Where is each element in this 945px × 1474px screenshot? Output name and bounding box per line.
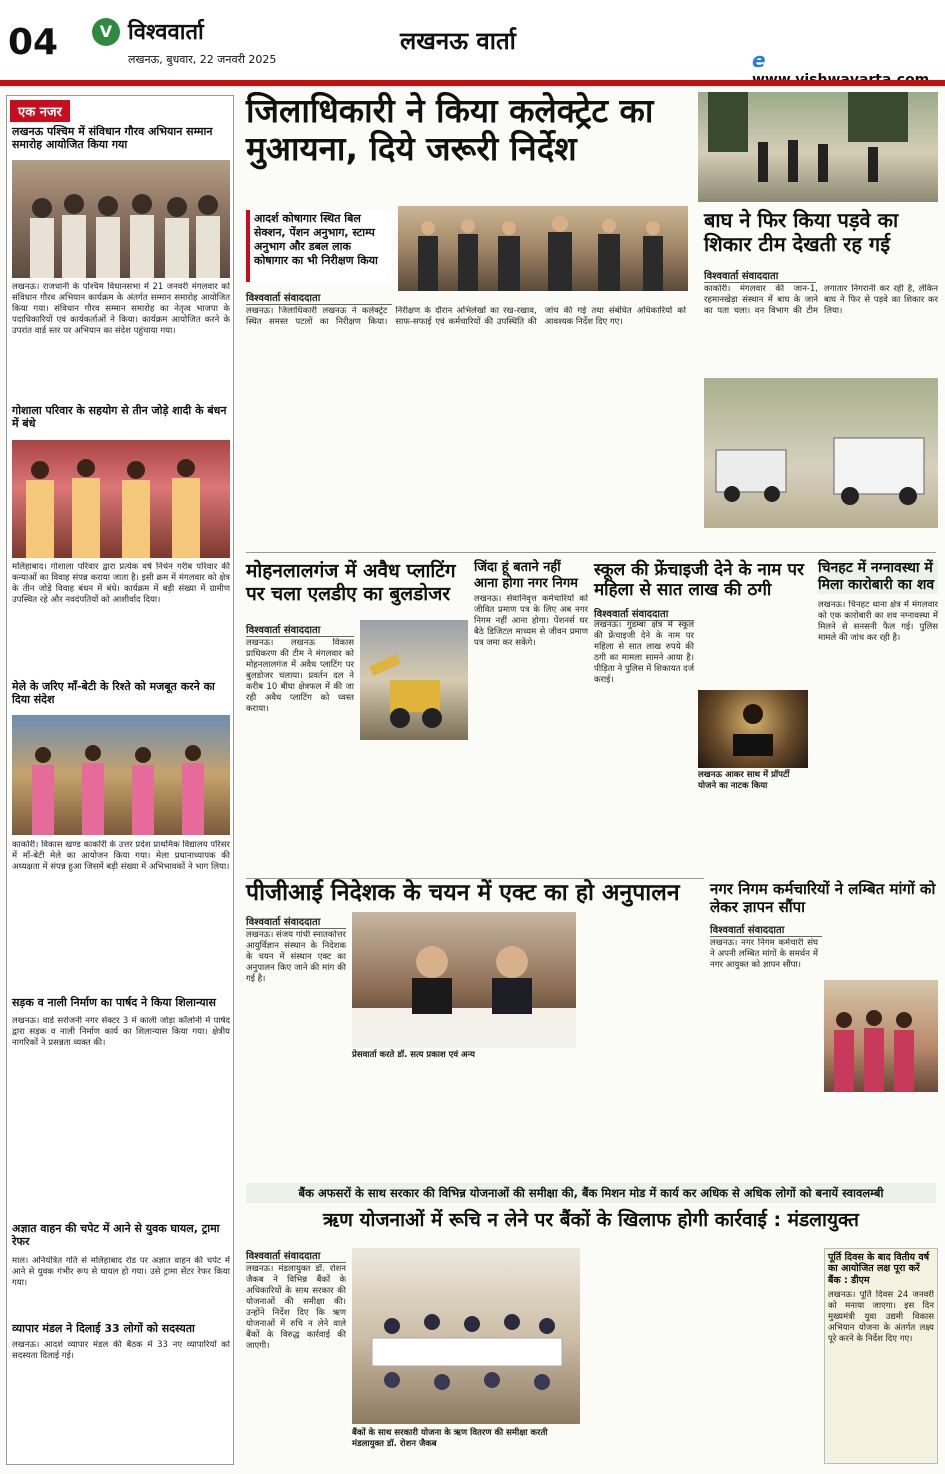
pgi-text: लखनऊ। संजय गांधी स्नातकोत्तर आयुर्विज्ञान संस्थान के निदेशक के चयन में संस्थान एक्ट का अनुपालन किए जाने की मांग की गई है।: [246, 930, 346, 984]
tiger-text: काकोरी। मंगलवार की जान-1, रहमानखेड़ा संस्थान में बाघ के जाने का पता चला। वन विभाग की टीम लगातार निगरानी कर रही है, लेकिन बाघ ने फिर से पड़वे का शिकार कर लिया।: [704, 284, 938, 316]
nagar-nigam-bureau: विश्ववार्ता संवाददाता: [710, 922, 822, 937]
sidebar-item1-title: लखनऊ पश्चिम में संविधान गौरव अभियान सम्मान समारोह आयोजित किया गया: [12, 125, 213, 152]
sidebar-item5-text: माल। अनियंत्रित गति से मलिहाबाद रोड पर अज्ञात वाहन की चपेट में आने से युवक गंभीर रूप से घायल हो गया। उसे ट्रामा सेंटर रेफर किया गया।: [12, 1256, 230, 1288]
fair-photo-icon: [12, 715, 230, 835]
person-laptop-icon: [698, 690, 808, 768]
lead-bureau: विश्ववार्ता संवाददाता: [246, 290, 392, 305]
body-found-text: लखनऊ। चिनहट थाना क्षेत्र में मंगलवार को एक कारोबारी का शव नग्नावस्था में मिलने से सनसनी फैल गई। पुलिस मामले की जांच कर रही है।: [818, 600, 938, 643]
bulldozer-text-col2: [360, 746, 468, 860]
tiger-headline: बाघ ने फिर किया पड़वे का शिकार टीम देखती रह गई: [704, 208, 899, 256]
nagar-nigam-headline: नगर निगम कर्मचारियों ने लम्बित मांगों को लेकर ज्ञापन सौंपा: [710, 880, 936, 916]
group-photo-icon: [12, 160, 230, 278]
section-title: लखनऊ वार्ता: [400, 27, 516, 55]
franchise-photo: [698, 690, 808, 768]
sidebar-item4-text: लखनऊ। वार्ड सरोजनी नगर सेक्टर 3 में काली जोड़ा कॉलोनी में पार्षद द्वारा सड़क व नाली निर्माण कार्य का शिलान्यास किया गया। क्षेत्रीय नागरिकों ने प्रसन्नता व्यक्त की।: [12, 1016, 230, 1048]
memorandum-photo-icon: [824, 980, 938, 1092]
bank-photo: [352, 1248, 580, 1424]
sidebar-item3-text: काकोरी। विकास खण्ड काकोरी के उत्तर प्रदेश प्राथमिक विद्यालय परिसर में माँ-बेटी मेले का आयोजन किया गया। मेला प्रधानाध्यापक की अध्यक्षता में संपन्न हुआ जिसमें बड़ी संख्या में अभिभावकों ने भाग लिया।: [12, 840, 230, 872]
franchise-headline: स्कूल की फ्रेंचाइजी देने के नाम पर महिला से सात लाख की ठगी: [594, 560, 804, 601]
brand-name: विश्ववार्ता: [128, 20, 204, 45]
sidebar-label: एक नजर: [10, 100, 70, 122]
lead-headline: जिलाधिकारी ने किया कलेक्ट्रेट का मुआयना, दिये जरूरी निर्देश: [246, 91, 654, 168]
bulldozer-text: लखनऊ। लखनऊ विकास प्राधिकरण की टीम ने मंगलवार को मोहनलालगंज में अवैध प्लाटिंग पर बुलडोजर चलाया। प्रवर्तन दल ने करीब 10 बीघा क्षेत्रफल में की जा रही अवैध प्लाटिंग को ध्वस्त कराया।: [246, 638, 354, 714]
vehicles-photo-icon: [704, 378, 938, 528]
pgi-headline: पीजीआई निदेशक के चयन में एक्ट का हो अनुपालन: [246, 880, 680, 906]
browser-icon: e: [752, 48, 766, 72]
meeting-photo-icon: [352, 1248, 580, 1424]
bank-bureau: विश्ववार्ता संवाददाता: [246, 1248, 346, 1263]
sidebar-item2-photo: [12, 440, 230, 558]
officials-photo-icon: [398, 206, 688, 291]
body-found-headline: चिनहट में नग्नावस्था में मिला कारोबारी का शव: [818, 560, 938, 594]
bank-side-title: पूर्ति दिवस के बाद वितीय वर्ष का आयोजित लक्ष पूरा करें बैंक : डीएम: [828, 1252, 930, 1286]
lead-text: लखनऊ। जिलाधिकारी लखनऊ ने कलेक्ट्रेट स्थित समस्त पटलों का निरीक्षण किया। निरीक्षण के दौरान अभिलेखों का रख-रखाव, साफ-सफाई एवं कर्मचारियों की उपस्थिति की जांच की गई तथा संबंधित अधिकारियों को आवश्यक निर्देश दिए गए।: [246, 306, 686, 327]
bank-photo-caption: बैंकों के साथ सरकारी योजना के ऋण वितरण की समीक्षा करती मंडलायुक्त डॉ. रोशन जैकब: [352, 1428, 548, 1449]
press-conference-icon: [352, 912, 576, 1048]
pension-text: लखनऊ। सेवानिवृत्त कर्मचारियों को जीवित प्रमाण पत्र के लिए अब नगर निगम नहीं आना होगा। पेंशनर्स घर बैठे डिजिटल माध्यम से जीवन प्रमाण पत्र जमा कर सकेंगे।: [474, 594, 588, 648]
franchise-text: लखनऊ। गुडम्बा क्षेत्र में स्कूल की फ्रेंचाइजी देने के नाम पर महिला से सात लाख रुपये की ठगी का मामला सामने आया है। पीड़िता ने पुलिस में शिकायत दर्ज कराई।: [594, 620, 694, 685]
bank-headline: ऋण योजनाओं में रूचि न लेने पर बैंकों के खिलाफ होगी कार्रवाई : मंडलायुक्त: [322, 1209, 860, 1231]
bank-strip: बैंक अफसरों के साथ सरकार की विभिन्न योजनाओं की समीक्षा की, बैंक मिशन मोड में कार्य कर अधिक से अधिक लोगों को बनायें स्वावलम्बी: [246, 1183, 936, 1203]
sidebar-item1-photo: [12, 160, 230, 278]
tiger-bureau: विश्ववार्ता संवाददाता: [704, 268, 816, 283]
bulldozer-icon: [360, 620, 468, 740]
franchise-bureau: विश्ववार्ता संवाददाता: [594, 606, 694, 621]
pension-headline: जिंदा हूं बताने नहीं आना होगा नगर निगम: [474, 560, 578, 591]
bulldozer-bureau: विश्ववार्ता संवाददाता: [246, 622, 354, 637]
franchise-photo-caption: लखनऊ आकर साथ में प्रॉपर्टी योजने का नाटक किया: [698, 770, 790, 791]
pgi-photo: [352, 912, 576, 1048]
masthead: [0, 0, 945, 84]
divider: [246, 878, 704, 879]
pgi-photo-caption: प्रेसवार्ता करते डॉ. सत्य प्रकाश एवं अन्य: [352, 1050, 475, 1060]
masthead-rule: [0, 80, 945, 86]
page-number: 04: [8, 22, 59, 63]
sidebar-item4-title: सड़क व नाली निर्माण का पार्षद ने किया शिलान्यास: [12, 996, 216, 1009]
sidebar-item1-text: लखनऊ। राजधानी के पश्चिम विधानसभा में 21 जनवरी मंगलवार को संविधान गौरव अभियान कार्यक्रम के अंतर्गत सम्मान समारोह आयोजित किया गया। संविधान गौरव सम्मान समारोह का नेतृत्व भाजपा के पदाधिकारियों एवं कार्यकर्ताओं ने किया। कार्यक्रम आयोजित करने के उपरांत वार्ड स्तर पर अभियान का संदेश पहुंचाया गया।: [12, 282, 230, 336]
tiger-photo-bottom: [704, 378, 938, 528]
bulldozer-photo: [360, 620, 468, 740]
bank-text-col2: [588, 1248, 818, 1464]
sidebar-item6-title: व्यापार मंडल ने दिलाई 33 लोगों को सदस्यता: [12, 1322, 195, 1335]
tiger-photo-top: [698, 92, 938, 202]
sidebar-item2-title: गोशाला परिवार के सहयोग से तीन जोड़े शादी के बंधन में बंधे: [12, 404, 227, 431]
brand-logo-icon: V: [92, 18, 120, 46]
sidebar-item5-title: अज्ञात वाहन की चपेट में आने से युवक घायल, ट्रामा रेफर: [12, 1222, 220, 1249]
pgi-text-col2: [580, 914, 704, 1176]
bank-side-text: लखनऊ। पूर्ति दिवस 24 जनवरी को मनाया जाएगा। इस दिन मुख्यमंत्री युवा उद्यमी विकास अभियान योजना के अंतर्गत लक्ष्य पूरे करने के निर्देश दिए गए।: [828, 1290, 934, 1344]
lead-highlight: आदर्श कोषागार स्थित बिल सेक्शन, पेंशन अनुभाग, स्टाम्प अनुभाग और डबल लाक कोषागार का भी निरीक्षण किया: [246, 210, 392, 282]
nagar-nigam-text: लखनऊ। नगर निगम कर्मचारी संघ ने अपनी लम्बित मांगों के समर्थन में नगर आयुक्त को ज्ञापन सौंपा।: [710, 938, 818, 970]
lead-photo: [398, 206, 688, 291]
bank-text: लखनऊ। मंडलायुक्त डॉ. रोशन जैकब ने विभिन्न बैंकों के अधिकारियों के साथ सरकार की योजनाओं की समीक्षा की। उन्होंने निर्देश दिए कि ऋण योजनाओं में रुचि न लेने वाले बैंकों के विरुद्ध कार्रवाई की जाएगी।: [246, 1264, 346, 1351]
bulldozer-headline: मोहनलालगंज में अवैध प्लाटिंग पर चला एलडीए का बुलडोजर: [246, 560, 456, 605]
forest-team-photo-icon: [698, 92, 938, 202]
sidebar-item3-photo: [12, 715, 230, 835]
sidebar-item2-text: मलिहाबाद। गोशाला परिवार द्वारा प्रत्येक वर्ष निर्धन गरीब परिवार की कन्याओं का विवाह संपन्न कराया जाता है। इसी क्रम में मंगलवार को क्षेत्र के तीन जोड़े विवाह बंधन में बंधे। कार्यक्रम में बड़ी संख्या में ग्रामीण उपस्थित रहे और नवदंपतियों को आशीर्वाद दिया।: [12, 562, 230, 605]
nagar-nigam-photo: [824, 980, 938, 1092]
pgi-bureau: विश्ववार्ता संवाददाता: [246, 914, 346, 929]
sidebar-item6-text: लखनऊ। आदर्श व्यापार मंडल की बैठक में 33 नए व्यापारियों को सदस्यता दिलाई गई।: [12, 1340, 230, 1361]
sidebar-item3-title: मेले के जरिए माँ-बेटी के रिश्ते को मजबूत करने का दिया संदेश: [12, 680, 215, 707]
dateline: लखनऊ, बुधवार, 22 जनवरी 2025: [128, 53, 277, 66]
divider: [246, 552, 936, 553]
wedding-photo-icon: [12, 440, 230, 558]
